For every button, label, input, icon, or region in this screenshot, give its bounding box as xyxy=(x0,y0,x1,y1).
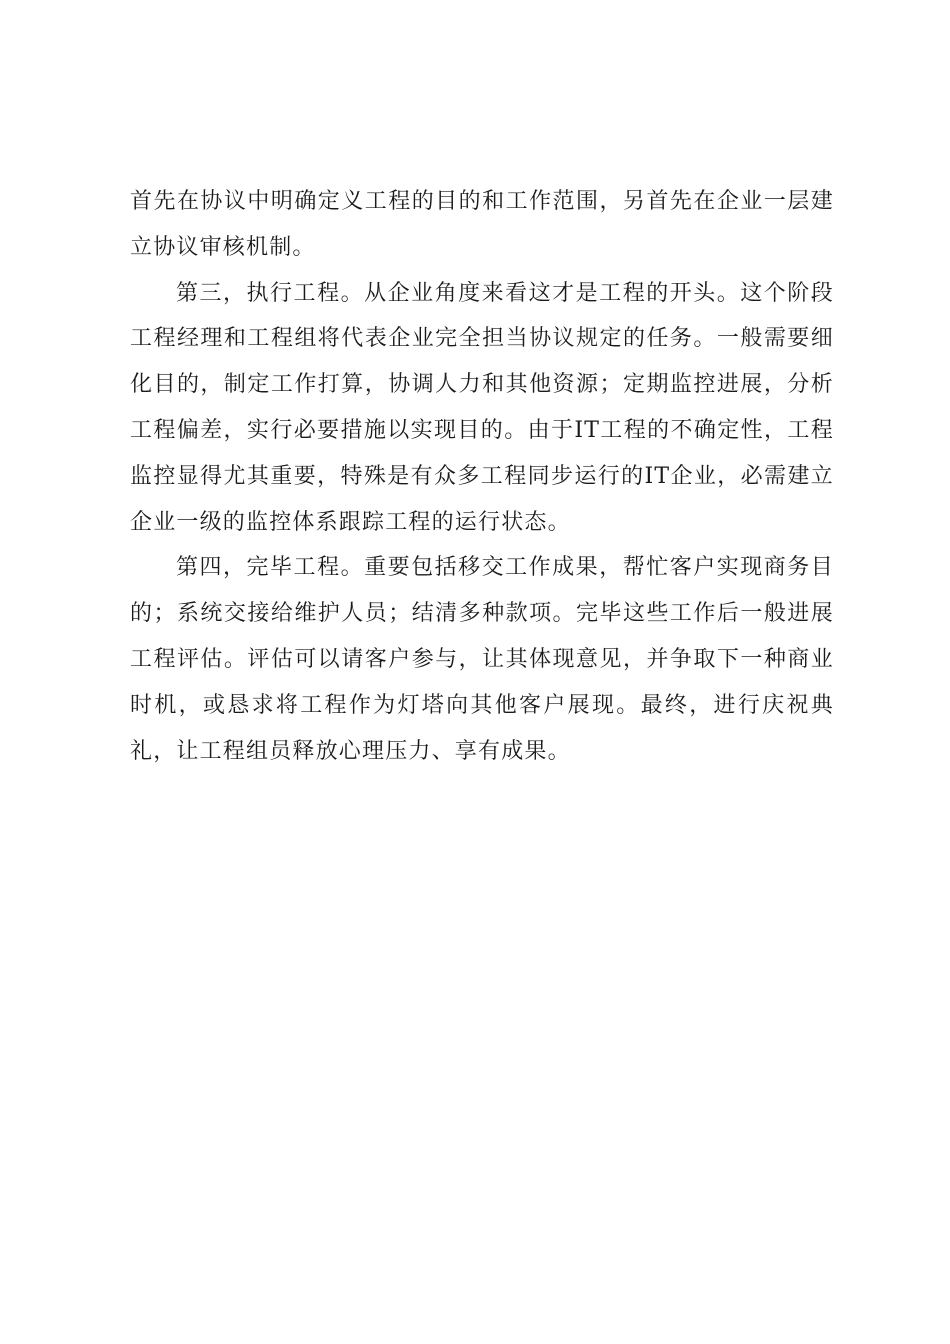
document-body xyxy=(130,179,834,774)
paragraph-step-four-complete: 第四，完毕工程。重要包括移交工作成果，帮忙客户实现商务目的；系统交接给维护人员；结清多种款项。完毕这些工作后一般进展工程评估。评估可以请客户参与，让其体现意见，并争取下一种商业时机，或恳求将工程作为灯塔向其他客户展现。最终，进行庆祝典礼，让工程组员释放心理压力、享有成果。 xyxy=(130,555,834,764)
paragraph-step-three-execute: 第三，执行工程。从企业角度来看这才是工程的开头。这个阶段工程经理和工程组将代表企业完全担当协议规定的任务。一般需要细化目的，制定工作打算，协调人力和其他资源；定期监控进展，分析工程偏差，实行必要措施以实现目的。由于IT工程的不确定性，工程监控显得尤其重要，特殊是有众多工程同步运行的IT企业，必需建立企业一级的监控体系跟踪工程的运行状态。 xyxy=(130,280,834,535)
paragraph-contract-review: 首先在协议中明确定义工程的目的和工作范围，另首先在企业一层建立协议审核机制。 xyxy=(130,189,834,260)
